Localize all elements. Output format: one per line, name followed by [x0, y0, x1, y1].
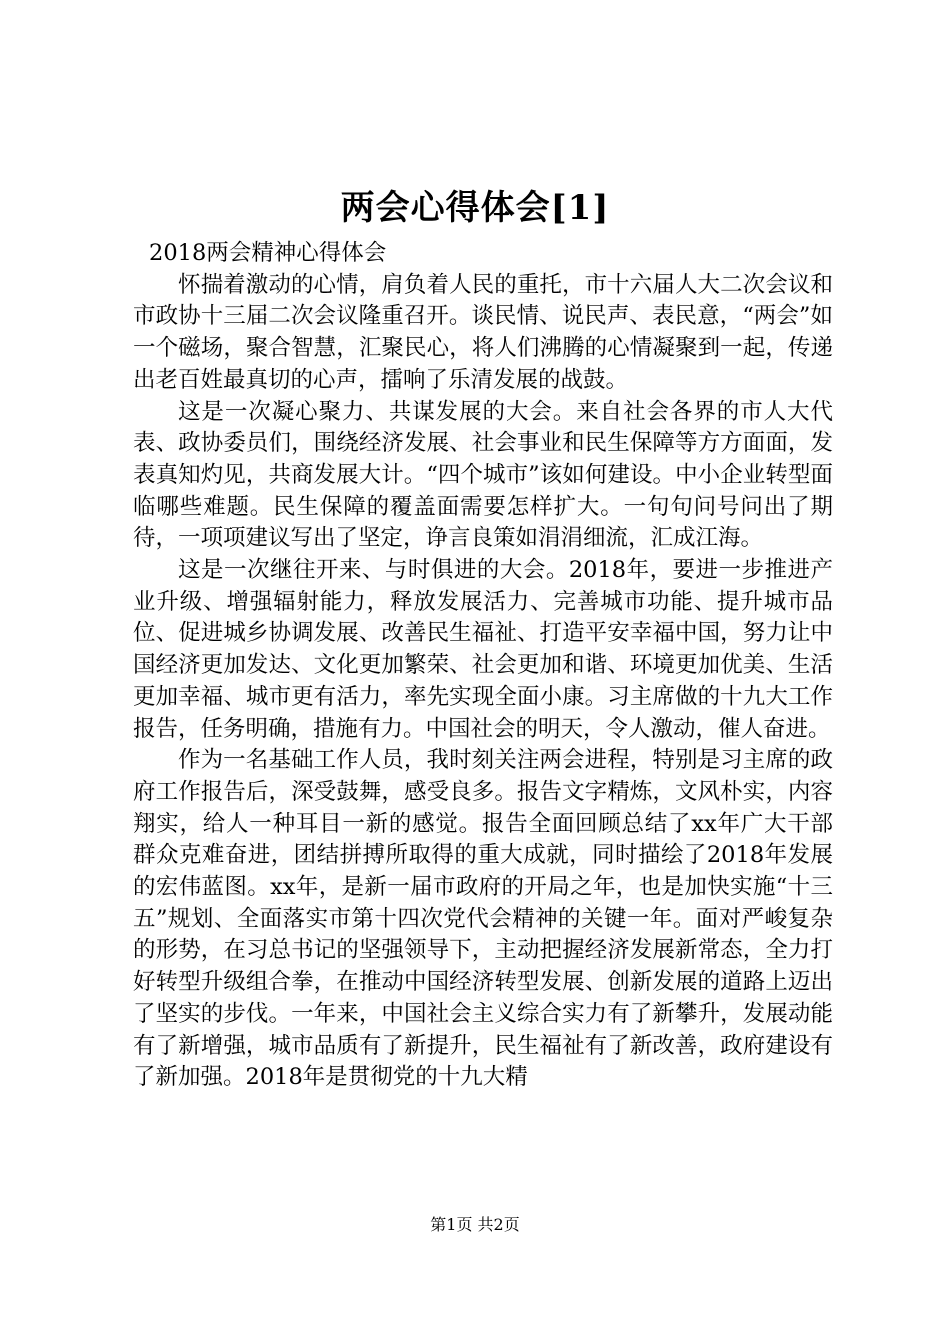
paragraph-2: 这是一次凝心聚力、共谋发展的大会。来自社会各界的市人大代表、政协委员们，围绕经济发展、社会事业和民生保障等方方面面，发表真知灼见，共商发展大计。“四个城市”该如何建设。中小企业转型面临哪些难题。民生保障的覆盖面需要怎样扩大。一句句问号问出了期待，一项项建议写出了坚定，诤言良策如涓涓细流，汇成江海。: [133, 398, 833, 552]
document-title: 两会心得体会[1]: [340, 188, 610, 228]
paragraph-3: 这是一次继往开来、与时俱进的大会。2018年，要进一步推进产业升级、增强辐射能力，释放发展活力、完善城市功能、提升城市品位、促进城乡协调发展、改善民生福祉、打造平安幸福中国，努力让中国经济更加发达、文化更加繁荣、社会更加和谐、环境更加优美、生活更加幸福、城市更有活力，率先实现全面小康。习主席做的十九大工作报告，任务明确，措施有力。中国社会的明天，令人激动，催人奋进。: [133, 557, 833, 742]
paragraph-4: 作为一名基础工作人员，我时刻关注两会进程，特别是习主席的政府工作报告后，深受鼓舞，感受良多。报告文字精炼，文风朴实，内容翔实，给人一种耳目一新的感觉。报告全面回顾总结了xx年广大干部群众克难奋进，团结拼搏所取得的重大成就，同时描绘了2018年发展的宏伟蓝图。xx年，是新一届市政府的开局之年，也是加快实施“十三五”规划、全面落实市第十四次党代会精神的关键一年。面对严峻复杂的形势，在习总书记的坚强领导下，主动把握经济发展新常态，全力打好转型升级组合拳，在推动中国经济转型发展、创新发展的道路上迈出了坚实的步伐。一年来，中国社会主义综合实力有了新攀升，发展动能有了新增强，城市品质有了新提升，民生福祉有了新改善，政府建设有了新加强。2018年是贯彻党的十九大精: [133, 747, 833, 1091]
page-footer: 第1页 共2页: [430, 1215, 520, 1234]
paragraph-1: 怀揣着激动的心情，肩负着人民的重托，市十六届人大二次会议和市政协十三届二次会议隆重召开。谈民情、说民声、表民意，“两会”如一个磁场，聚合智慧，汇聚民心，将人们沸腾的心情凝聚到一起，传递出老百姓最真切的心声，擂响了乐清发展的战鼓。: [133, 271, 833, 393]
document-subtitle: 2018两会精神心得体会: [149, 240, 387, 266]
document-body: [133, 238, 833, 1094]
